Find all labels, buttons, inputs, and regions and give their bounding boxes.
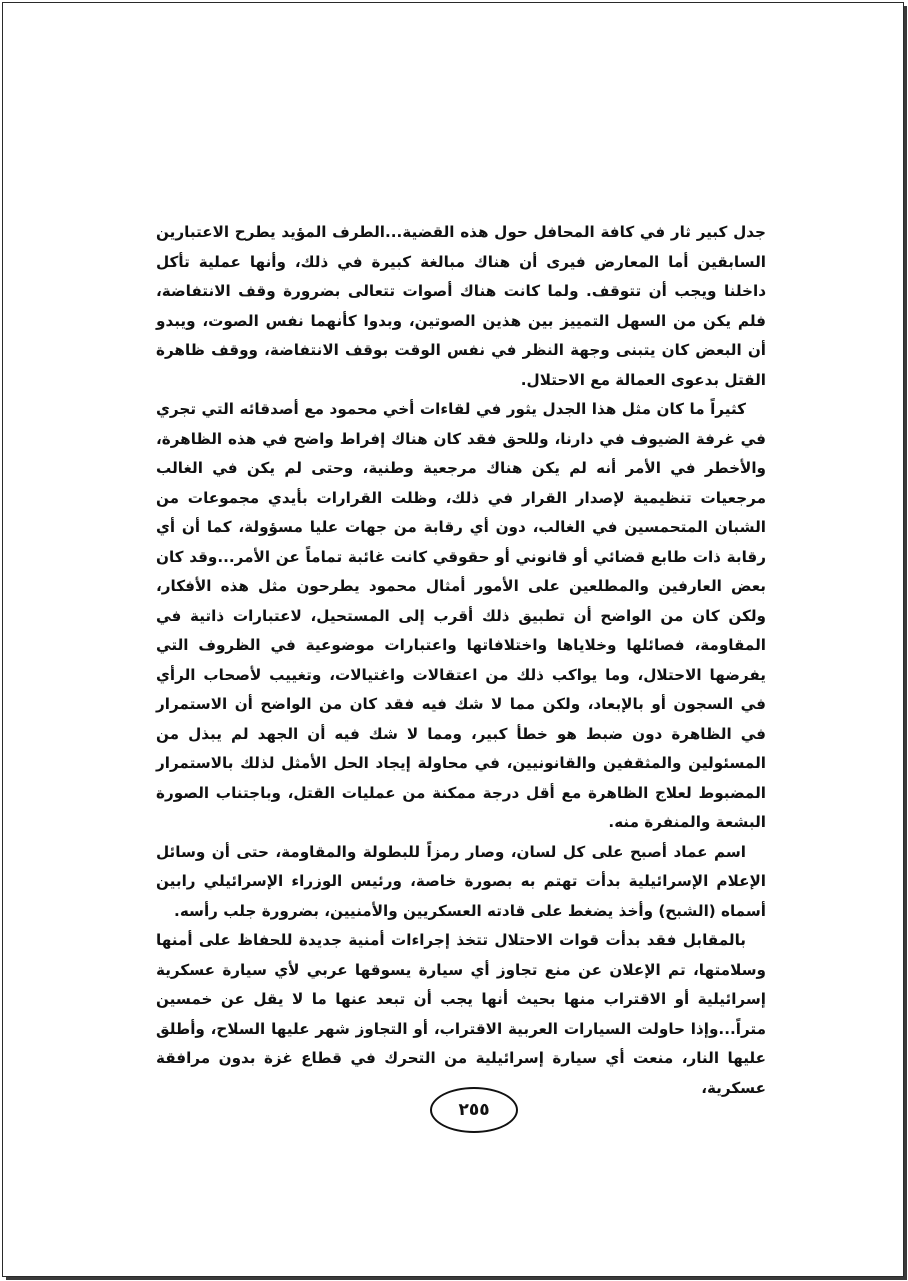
- paragraph-4: بالمقابل فقد بدأت قوات الاحتلال تتخذ إجراءات أمنية جديدة للحفاظ على أمنها وسلامتها، تم الإعلان عن منع تجاوز أي سيارة يسوقها عربي لأي سيارة عسكرية إسرائيلية أو الاقتراب منها بحيث أنها يجب أن تبعد عنها ما لا يقل عن خمسين متراً...وإذا حاولت السيارات العربية الاقتراب، أو التجاوز شهر عليها السلاح، وأطلق عليها النار، منعت أي سيارة إسرائيلية من التحرك في قطاع غزة بدون مرافقة عسكرية،: [156, 931, 766, 1097]
- paragraph-1: جدل كبير ثار في كافة المحافل حول هذه القضية...الطرف المؤيد يطرح الاعتبارين السابقين أما المعارض فيرى أن هناك مبالغة كبيرة في ذلك، وأنها عملية تأكل داخلنا ويجب أن تتوقف. ولما كانت هناك أصوات تتعالى بضرورة وقف الانتفاضة، فلم يكن من السهل التمييز بين هذين الصوتين، وبدوا كأنهما نفس الصوت، ويبدو أن البعض كان يتبنى وجهة النظر في نفس الوقت بوقف الانتفاضة، ووقف ظاهرة القتل بدعوى العمالة مع الاحتلال.: [156, 223, 766, 389]
- paragraph-2: كثيراً ما كان مثل هذا الجدل يثور في لقاءات أخي محمود مع أصدقائه التي تجري في غرفة الضيوف في دارنا، وللحق فقد كان هناك إفراط واضح في هذه الظاهرة، والأخطر في الأمر أنه لم يكن هناك مرجعية وطنية، وحتى لم يكن في الغالب مرجعيات تنظيمية لإصدار القرار في ذلك، وظلت القرارات بأيدي مجموعات من الشبان المتحمسين في الغالب، دون أي رقابة من جهات عليا مسؤولة، كما أن أي رقابة ذات طابع قضائي أو قانوني أو حقوقي كانت غائبة تماماً عن الأمر...وقد كان بعض العارفين والمطلعين على الأمور أمثال محمود يطرحون مثل هذه الأفكار، ولكن كان من الواضح أن تطبيق ذلك أقرب إلى المستحيل، لاعتبارات ذاتية في المقاومة، فصائلها وخلاياها واختلافاتها واعتبارات موضوعية في الظروف التي يفرضها الاحتلال، وما يواكب ذلك من اعتقالات واغتيالات، وتغييب لأصحاب الرأي في السجون أو بالإبعاد، ولكن مما لا شك فيه فقد كان من الواضح أن الاستمرار في الظاهرة دون ضبط هو خطأ كبير، ومما لا شك فيه أن الجهد لم يبذل من المسئولين والمثقفين والقانونيين، في محاولة إيجاد الحل الأمثل لذلك بالاستمرار المضبوط لعلاج الظاهرة مع أقل درجة ممكنة من عمليات القتل، وباجتناب الصورة البشعة والمنفرة منه.: [156, 400, 766, 831]
- body-text: [156, 218, 766, 1103]
- page-shadow-right: [904, 6, 907, 1280]
- page-number: ٢٥٥: [430, 1087, 518, 1133]
- paragraph-3: اسم عماد أصبح على كل لسان، وصار رمزاً للبطولة والمقاومة، حتى أن وسائل الإعلام الإسرائيلية بدأت تهتم به بصورة خاصة، ورئيس الوزراء الإسرائيلي رابين أسماه (الشبح) وأخذ يضغط على قادته العسكريين والأمنيين، بضرورة جلب رأسه.: [156, 842, 766, 920]
- page-shadow-bottom: [6, 1277, 907, 1280]
